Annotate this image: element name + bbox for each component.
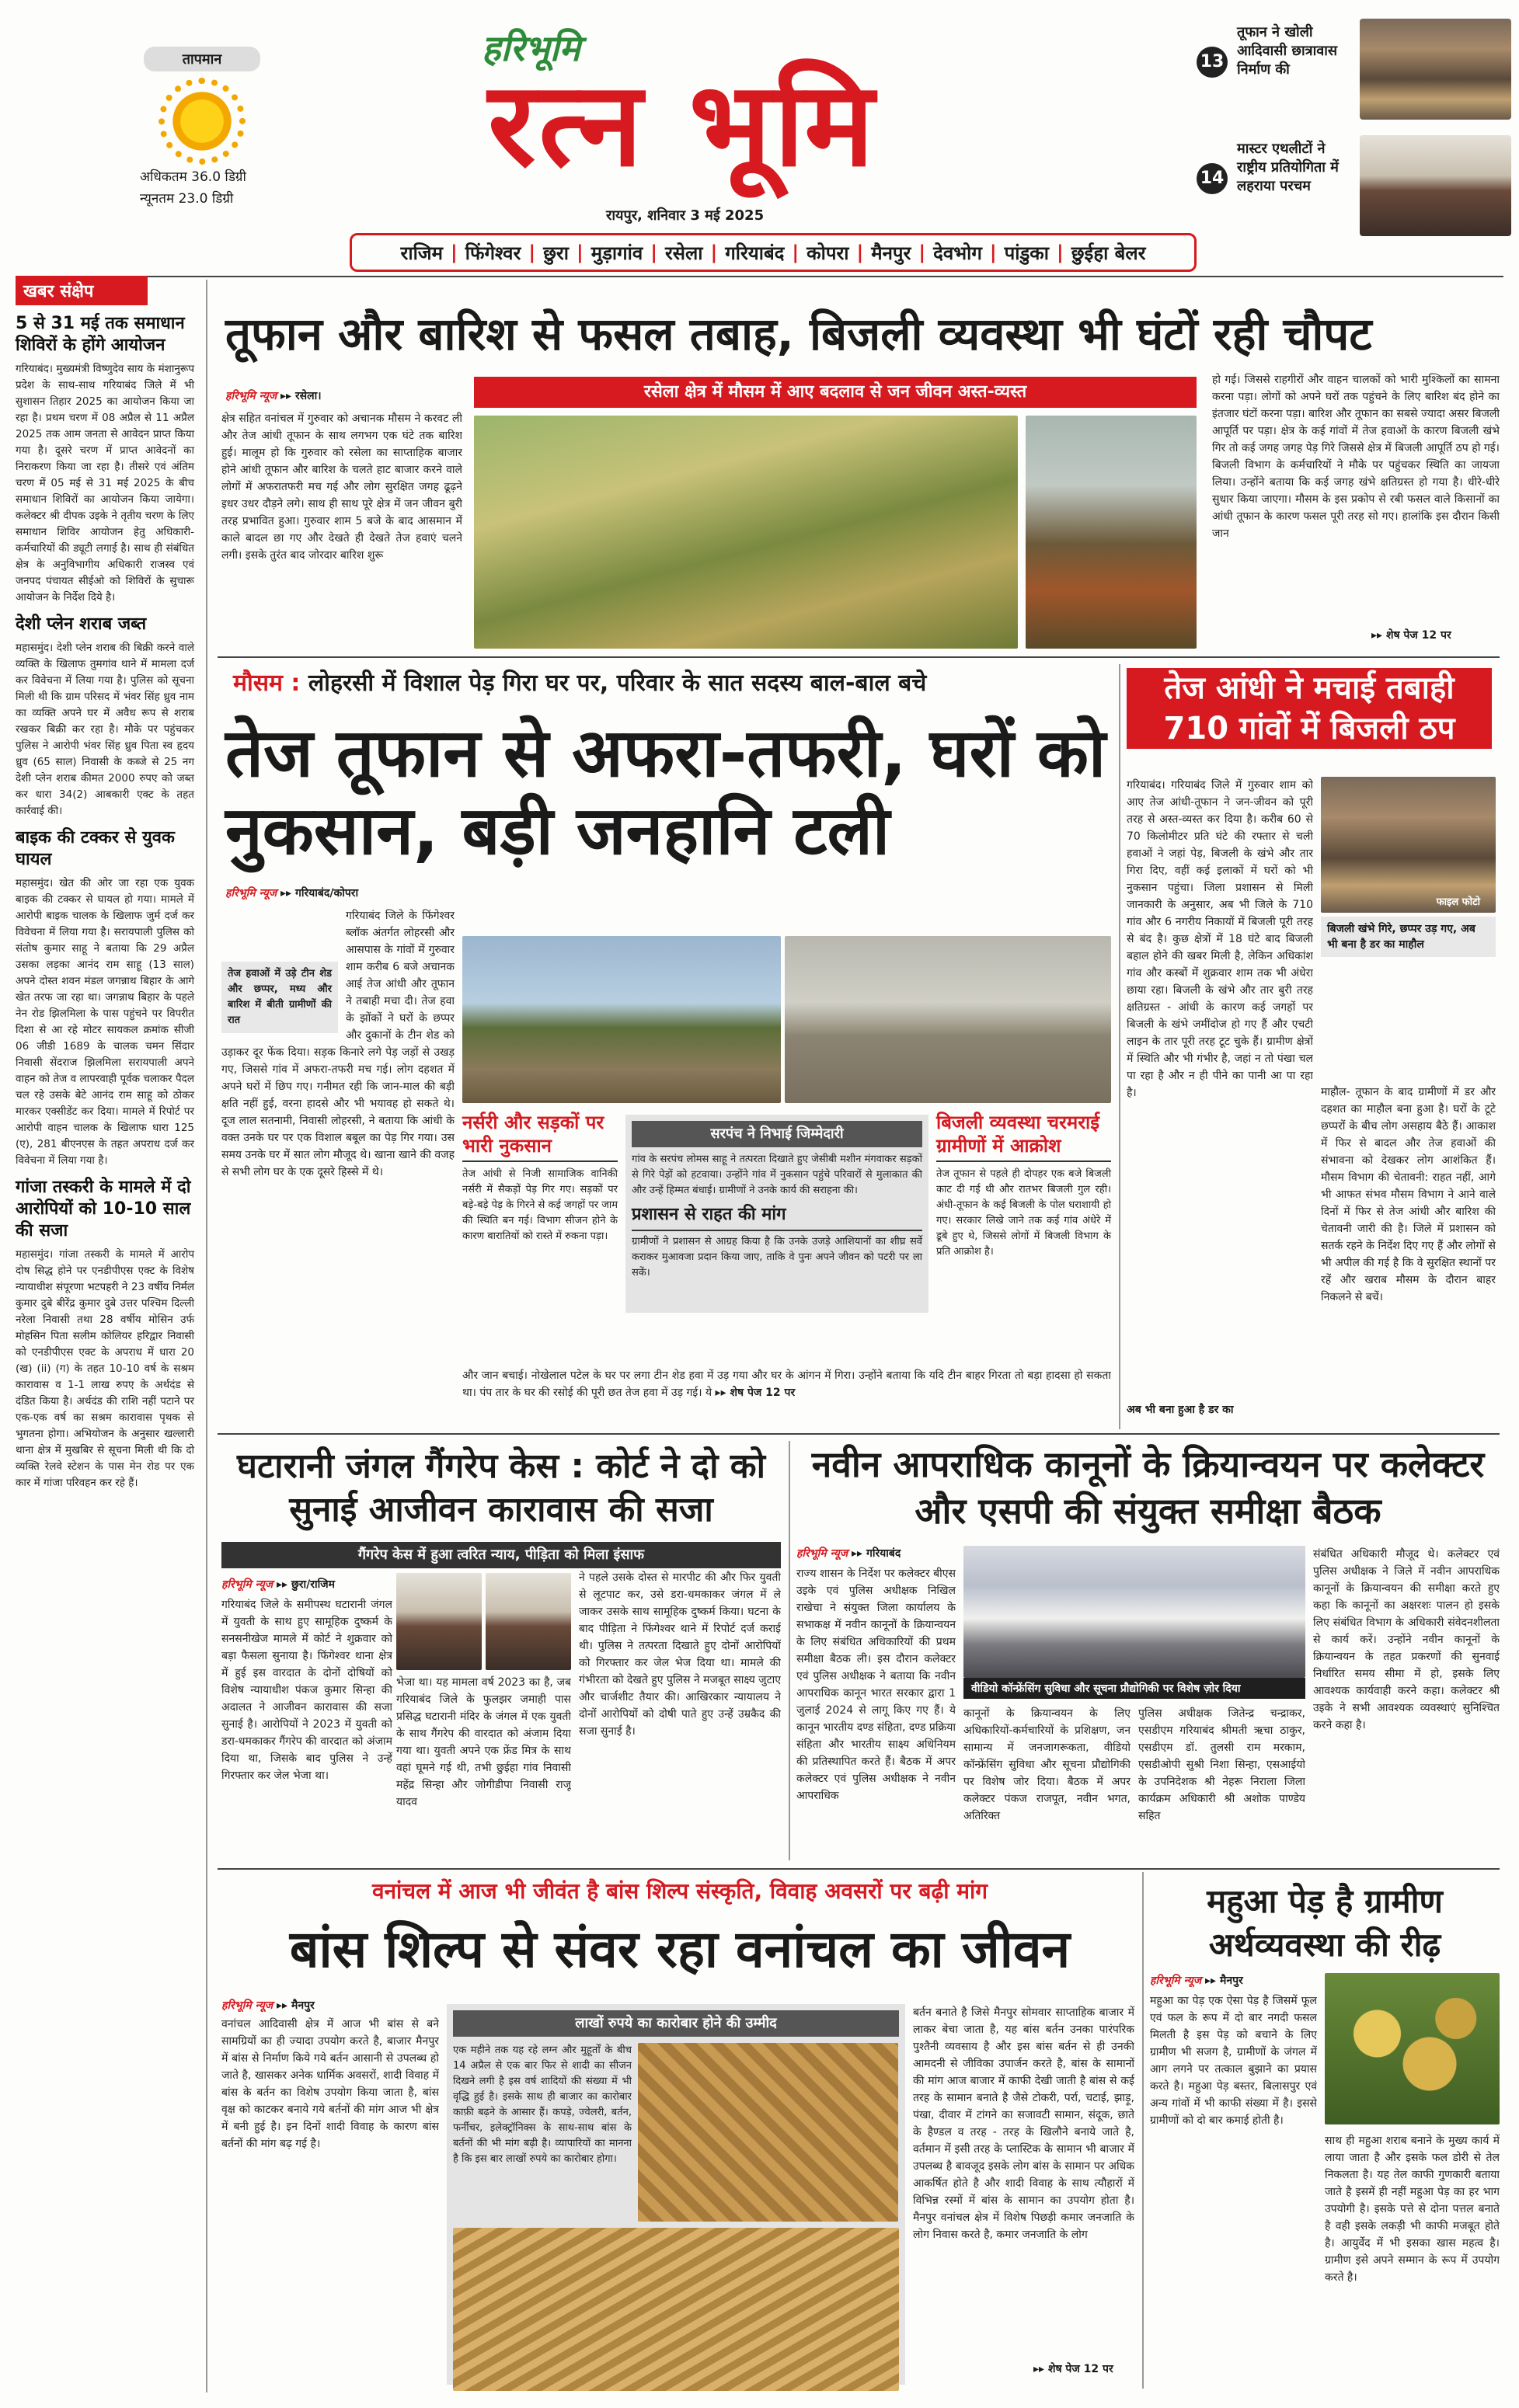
- box-body: ग्रामीणों ने प्रशासन से आग्रह किया है कि उनके उजड़े आशियानों का शीघ्र सर्वे कराकर मुआवजा प्रदान किया जाए, ताकि वे पुनः अपने जीवन को पटरी पर ला सकें।: [632, 1236, 922, 1279]
- story3-body-col1: गरियाबंद जिले के समीपस्थ घटारानी जंगल में युवती के साथ हुए सामूहिक दुष्कर्म के सनसनीखेज मामले में कोर्ट ने शुक्रवार को बड़ा फैसला सुनाया है। फिंगेश्वर थाना क्षेत्र में हुई इस वारदात के दोनों दोषियों को विशेष न्यायाधीश पंकज कुमार सिन्हा की अदालत ने आजीवन कारावास की सजा सुनाई है। आरोपियों ने 2023 में युवती को डरा-धमकाकर गैंगरेप की वारदात को अंजाम दिया था, जिसके बाद पुलिस ने उन्हें गिरफ्तार कर जेल भेजा था।: [221, 1599, 392, 1782]
- story5-box: [447, 2004, 905, 2385]
- separator: |: [450, 242, 458, 263]
- sidebar-photo: [1321, 777, 1496, 913]
- story6-headline: महुआ पेड़ है ग्रामीण अर्थव्यवस्था की रीढ़: [1207, 1882, 1443, 1964]
- story1-body-col2: हो गई। जिससे राहगीरों और वाहन चालकों को भारी मुश्किलों का सामना करना पड़ा। लोगों को अपने घरों तक पहुंचने के लिए बारिश बंद होने का इंतजार घंटों करना पड़ा। बारिश और तूफान का सबसे ज्यादा असर बिजली आपूर्ति पर पड़ा। क्षेत्र के कई गांवों में तेज हवाओं के कारण बिजली खंभे गिर तो कई जगह जगह पेड़ गिरे जिससे क्षेत्र में बिजली आपूर्ति ठप हो गई। बिजली विभाग के कर्मचारियों ने मौके पर पहुंचकर स्थिति का जायजा लिया। उन्होंने बताया कि कई जगह खंभे क्षतिग्रस्त हो गया है। धीरे-धीरे सुधार किया जाएगा। मौसम के इस प्रकोप से रबी फसल वाले किसानों का आंधी तूफान के कारण फसल पूरी तरह सो गए। हालांकि इस दौरान किसी जान: [1212, 374, 1500, 540]
- story4-body-col1: राज्य शासन के निर्देश पर कलेक्टर बीएस उइके एवं पुलिस अधीक्षक निखिल राखेचा ने संयुक्त जिला कार्यालय के सभाकक्ष में नवीन कानूनों के क्रियान्वयन के लिए संबंधित अधिकारियों की प्रथम समीक्षा बैठक ली। इस दौरान कलेक्टर एवं पुलिस अधीक्षक ने बताया कि नवीन आपराधिक कानून भारत सरकार द्वारा 1 जुलाई 2024 से लागू किए गए हैं। ये कानून भारतीय दण्ड संहिता, दण्ड प्रक्रिया संहिता और भारतीय साक्ष्य अधिनियम की प्रतिस्थापित करते हैं। बैठक में अपर कलेक्टर एवं पुलिस अधीक्षक ने नवीन आपराधिक: [796, 1568, 956, 1802]
- story2-body-bottom: और जान बचाई। नोखेलाल पटेल के घर पर लगा टीन शेड हवा में उड़ गया और घर के आंगन में गिरा। उन्होंने बताया कि यदि टीन बाहर गिरता तो बड़ा हादसा हो सकता था। पंप तार के घर की रसोई की पूरी छत तेज हवा में उड़ गई। ये ▸▸ शेष पेज 12 पर: [462, 1369, 1111, 1399]
- box-body: गांव के सरपंच लोमस साहू ने तत्परता दिखाते हुए जेसीबी मशीन मंगवाकर सड़कों से गिरे पेड़ों को हटवाया। उन्होंने गांव में नुकसान पहुंचे परिवारों से मुलाकात की और उन्हें हिम्मत बंधाई। ग्रामीणों ने उनके कार्य की सराहना की।: [632, 1154, 922, 1196]
- location-link[interactable]: कोपरा: [807, 242, 849, 264]
- separator: |: [710, 242, 718, 263]
- story3-subheadline: गैंगरेप केस में हुआ त्वरित न्याय, पीड़िता को मिला इंसाफ: [221, 1542, 781, 1568]
- box-heading: प्रशासन से राहत की मांग: [632, 1203, 922, 1231]
- story4-body-col4: संबंधित अधिकारी मौजूद थे। कलेक्टर एवं पुलिस अधीक्षक ने जिले में नवीन आपराधिक कानूनों के क्रियान्वयन की समीक्षा करते हुए कहा कि कानूनों का अक्षरशः पालन हो इसके लिए संबंधित विभाग के अधिकारी संवेदनशीलता से कार्य करें। उन्होंने नवीन कानूनों के क्रियान्वयन के तहत प्रकरणों की सुनवाई निर्धारित समय सीमा में हो, इसके लिए आवश्यक कार्यवाही करने कहा। कलेक्टर श्री उइके ने सभी आवश्यक व्यवस्थाएं सुनिश्चित करने कहा है।: [1313, 1548, 1500, 1731]
- separator: |: [792, 242, 800, 263]
- story6-body-col1: महुआ का पेड़ एक ऐसा पेड़ है जिसमें फूल एवं फल के रूप में दो बार नगदी फसल मिलती है इस पेड़ को बचाने के लिए ग्रामीण भी सजग है, ग्रामीणों के जंगल में आग लगने पर तत्काल बुझाने का प्रयास करते है। महुआ पेड़ बस्तर, बिलासपुर एवं अन्य गांवों में भी काफी संख्या में है। इससे ग्रामीणों को दो बार कमाई होती है।: [1150, 1995, 1317, 2127]
- separator: |: [528, 242, 536, 263]
- meeting-photo: [963, 1546, 1305, 1678]
- sidebar-body: गरियाबंद। गरियाबंद जिले में गुरुवार शाम को आए तेज आंधी-तूफान ने जन-जीवन को पूरी तरह से अस्त-व्यस्त कर दिया है। करीब 60 से 70 किलोमीटर प्रति घंटे की रफ्तार से चली हवाओं ने जहां पेड़, बिजली के खंभे और तार गिरा दिए, वहीं कई इलाकों में घरों को भी नुकसान पहुंचा। जिला प्रशासन से मिली जानकारी के अनुसार, अब भी जिले के 710 गांव और 6 नगरीय निकायों में बिजली पूरी तरह से बंद है। कुछ क्षेत्रों में 18 घंटे बाद बिजली बहाल होने की खबर मिली है, लेकिन अधिकांश गांव और कस्बों में शुक्रवार शाम तक भी अंधेरा छाया रहा। बिजली के खंभे और तार बुरी तरह क्षतिग्रस्त - आंधी के कारण कई जगहों पर बिजली के खंभे जमींदोज हो गए हैं और एचटी लाइन के तार पूरी तरह टूट चुके हैं। ग्रामीण क्षेत्रों में स्थिति और भी गंभीर है, जहां न तो पंखा चल पा रहा है और न ही पीने का पानी आ पा रहा है।: [1127, 779, 1313, 1099]
- box-heading: बिजली व्यवस्था चरमराई ग्रामीणों में आक्रोश: [936, 1111, 1111, 1162]
- story5-body-col2: बर्तन बनाते है जिसे मैनपुर सोमवार साप्ताहिक बाजार में लाकर बेचा जाता है, यह बांस बर्तन उनका पारंपरिक पुश्तैनी व्यवसाय है और इस बांस बर्तन से ही उनकी आमदनी से जीविका उपार्जन करते है, बांस के सामानों की मांग आज बाजार में काफी देखी जाती है बांस से कई तरह के सामान बनाते है जैसे टोकरी, पर्रा, चटाई, झाड़ू, पंखा, दीवार में टांगने का सजावटी सामान, संदूक, छाते के हैण्डल व तरह - तरह के खिलौने बनाये जाते है, वर्तमान में इसी तरह के प्लास्टिक के सामान भी बाजार में उपलब्ध है बावजूद इसके लोग बांस के सामान पर अधिक आकर्षित होते है और शादी विवाह के साथ त्यौहारों में विभिन्न रस्मों में बांस के सामान का उपयोग होता है। मैनपुर वनांचल क्षेत्र में विशेष पिछड़ी कमार जनजाति के लोग निवास करते है, कमार जनजाति के लोग: [913, 2006, 1134, 2241]
- story1-continued: ▸▸ शेष पेज 12 पर: [1371, 629, 1451, 642]
- location-bar: [350, 233, 1197, 272]
- byline-place: गरियाबंद/कोपरा: [294, 887, 359, 900]
- max-temp: अधिकतम 36.0 डिग्री: [140, 169, 246, 185]
- brief-body: गरियाबंद। मुख्यमंत्री विष्णुदेव साय के मंशानुरूप प्रदेश के साथ-साथ गरियाबंद जिले में भी सुशासन तिहार 2025 का आयोजन किया जा रहा है। प्रथम चरण में 08 अप्रैल से 11 अप्रैल 2025 तक आम जनता से आवेदन प्राप्त किया गया है। दूसरे चरण में प्राप्त आवेदनों का निराकरण किया जा रहा है। तीसरे एवं अंतिम चरण में 05 मई से 31 मई 2025 के बीच समाधान शिविरों का आयोजन किया जायेगा। कलेक्टर श्री दीपक उइके ने तृतीय चरण के लिए समाधान शिविर आयोजन हेतु अधिकारी-कर्मचारियों की ड्यूटी लगाई है। साथ ही संबंधित क्षेत्र के अनुविभागीय अधिकारी राजस्व एवं जनपद पंचायत सीईओ को शिविरों के सुचारू आयोजन के निर्देश दिये है।: [16, 363, 194, 604]
- box-heading: लाखों रुपये का कारोबार होने की उम्मीद: [453, 2010, 899, 2037]
- sun-icon: [165, 84, 239, 158]
- byline-brand: हरिभूमि न्यूज: [225, 887, 277, 900]
- crop-field-photo: [474, 416, 1018, 649]
- story3-headline: घटारानी जंगल गैंगरेप केस : कोर्ट ने दो को सुनाई आजीवन कारावास की सजा: [237, 1446, 765, 1529]
- story5-continued: ▸▸ शेष पेज 12 पर: [1033, 2363, 1113, 2375]
- byline-place: छुरा/राजिम: [291, 1578, 335, 1591]
- brief-heading: 5 से 31 मई तक समाधान शिविरों के होंगे आयोजन: [16, 314, 185, 355]
- mahua-fruit-photo: [1325, 1973, 1500, 2124]
- story5-body-col1: वनांचल आदिवासी क्षेत्र में आज भी बांस से बने सामग्रियों का ही ज्यादा उपयोग करते है, बाजार मैनपुर में बांस से निर्माण किये गये बर्तन आसानी से उपलब्ध हो जाते है, खासकर अनेक धार्मिक अवसरों, शादी विवाह में बांस के बर्तन का विशेष उपयोग किया जाता है, बांस वृक्ष को काटकर बनाये गये बर्तनों की मांग आज भी क्षेत्र में बनी हुई है। इन दिनों शादी विवाह के कारण बांस बर्तनों की मांग बढ़ गई है।: [221, 2018, 439, 2150]
- accused-photo-2: [486, 1573, 571, 1670]
- teaser-photo: [1360, 19, 1511, 120]
- location-link[interactable]: छुईहा बेलर: [1071, 242, 1146, 264]
- story5-kicker: वनांचल में आज भी जीवंत है बांस शिल्प संस्कृति, विवाह अवसरों पर बढ़ी मांग: [371, 1878, 988, 1904]
- brand-logo: रत्न भूमि: [488, 56, 877, 193]
- teaser-photo: [1360, 135, 1511, 236]
- kicker-text: लोहरसी में विशाल पेड़ गिरा घर पर, परिवार के सात सदस्य बाल-बाल बचे: [308, 670, 927, 697]
- location-link[interactable]: मुड़ागांव: [591, 242, 643, 264]
- story1-subheadline: रसेला क्षेत्र में मौसम में आए बदलाव से जन जीवन अस्त-व्यस्त: [474, 377, 1197, 408]
- story1-byline: हरिभूमि न्यूज ▸▸ रसेला।: [225, 390, 322, 402]
- story6-byline: हरिभूमि न्यूज ▸▸ मैनपुर: [1150, 1975, 1243, 1987]
- byline-place: मैनपुर: [1219, 1975, 1243, 1987]
- box-body: तेज आंधी से निजी सामाजिक वानिकी नर्सरी में सैकड़ों पेड़ गिर गए। सड़कों पर बड़े-बड़े पेड़ के गिरने से कई जगहों पर जाम की स्थिति बन गई। विभाग सीजन होने के कारण बारातियों को रास्ते में रुकना पड़ा।: [462, 1168, 618, 1242]
- fallen-tree-photo: [462, 936, 781, 1103]
- story5-byline: हरिभूमि न्यूज ▸▸ मैनपुर: [221, 1999, 315, 2012]
- photo-credit: फाइल फोटो: [1436, 896, 1480, 908]
- location-link[interactable]: राजिम: [400, 242, 443, 264]
- byline-brand: हरिभूमि न्यूज: [221, 1999, 273, 2012]
- brand-logo-small: हरिभूमि: [482, 27, 580, 69]
- brief-heading: देशी प्लेन शराब जब्त: [16, 614, 147, 634]
- brief-body: महासमुंद। देशी प्लेन शराब की बिक्री करने वाले व्यक्ति के खिलाफ तुमगांव थाने में मामला दर्ज कर विवेचना में लिया गया है। पुलिस को सूचना मिली थी कि ग्राम परिसद में भंवर सिंह ध्रुव नाम का व्यक्ति अपने घर में अवैध रूप से शराब रखकर बिक्री कर रहा है। मौके पर पहुंचकर पुलिस ने आरोपी भंवर सिंह ध्रुव पिता स्व हृदय ध्रुव (65 साल) निवासी के कब्जे से 25 नग देशी प्लेन शराब कीमत 2000 रुपए को जब्त कर धारा 34(2) आबकारी एक्ट के तहत कार्रवाई की।: [16, 642, 194, 817]
- byline-place: रसेला।: [294, 390, 322, 402]
- continued-text: शेष पेज 12 पर: [730, 1387, 796, 1399]
- separator: |: [650, 242, 657, 263]
- dateline: रायपुर, शनिवार 3 मई 2025: [606, 207, 765, 224]
- box-heading: नर्सरी और सड़कों पर भारी नुकसान: [462, 1111, 618, 1162]
- story4-headline: नवीन आपराधिक कानूनों के क्रियान्वयन पर कलेक्टर और एसपी की संयुक्त समीक्षा बैठक: [811, 1443, 1485, 1532]
- separator: |: [856, 242, 864, 263]
- teaser-1[interactable]: [1197, 16, 1515, 124]
- story5-headline: बांस शिल्प से संवर रहा वनांचल का जीवन: [289, 1919, 1071, 1979]
- damaged-plant-photo: [1026, 416, 1197, 649]
- sidebar-headline: तेज आंधी ने मचाई तबाही 710 गांवों में बिजली ठप: [1127, 668, 1492, 749]
- location-link[interactable]: गरियाबंद: [725, 242, 785, 264]
- sidebar-photo-caption: बिजली खंभे गिरे, छप्पर उड़ गए, अब भी बना है डर का माहौल: [1321, 917, 1496, 957]
- location-link[interactable]: छुरा: [543, 242, 569, 264]
- story4-body-col3: पुलिस अधीक्षक जितेन्द्र चन्द्राकर, एसडीएम गरियाबंद श्रीमती ऋचा ठाकुर, एसडीएम डॉ. तुलसी राम मरकाम, एसडीओपी सुश्री निशा सिन्हा, एसआईयो के उपनिदेशक श्री नेहरू निराला जिला कार्यक्रम अधिकारी श्री अशोक पाण्डेय सहित: [1138, 1707, 1305, 1822]
- story2-body-text: गरियाबंद जिले के फिंगेश्वर ब्लॉक अंतर्गत लोहरसी और आसपास के गांवों में गुरुवार शाम करीब 6 बजे अचानक आई तेज आंधी और तूफान ने तबाही मचा दी। तेज हवा के झोंकों ने घरों के छप्पर और दुकानों के टीन शेड को उड़ाकर दूर फेंक दिया। सड़क किनारे लगे पेड़ जड़ों से उखड़ गए, जिससे गांव में अफरा-तफरी मच गई। लोग दहशत में अपने घरों में छिप गए। गनीमत रही कि जान-माल की बड़ी क्षति नहीं हुई, वरना हादसे और भी भयावह हो सकते थे। दूज लाल सतनामी, निवासी लोहरसी, ने बताया कि आंधी के वक्त उनके घर पर एक विशाल बबूल का पेड़ गिर गया। उस समय उनके घर में सात लोग मौजूद थे। खाना खाने की वजह से सभी लोग घर के एक दूसरे हिस्से में थे।: [221, 910, 455, 1178]
- byline-brand: हरिभूमि न्यूज: [796, 1547, 848, 1560]
- byline-place: मैनपुर: [291, 1999, 315, 2012]
- story3-byline: हरिभूमि न्यूज ▸▸ छुरा/राजिम: [221, 1578, 335, 1591]
- teaser-page-number: 14: [1197, 163, 1228, 194]
- separator: |: [918, 242, 926, 263]
- teaser-2[interactable]: [1197, 132, 1515, 241]
- news-brief-label: खबर संक्षेप: [16, 276, 148, 305]
- teaser-text: मास्टर एथलीटों ने राष्ट्रीय प्रतियोगिता में लहराया परचम: [1237, 141, 1339, 194]
- location-link[interactable]: पांडुका: [1004, 242, 1049, 264]
- byline-brand: हरिभूमि न्यूज: [1150, 1975, 1202, 1987]
- weather-label: तापमान: [144, 47, 260, 71]
- separator: |: [576, 242, 584, 263]
- story3-body-col3: ने पहले उसके दोस्त से मारपीट की और फिर युवती से लूटपाट कर, उसे डरा-धमकाकर जंगल में ले जाकर उसके साथ सामूहिक दुष्कर्म किया। घटना के बाद पीड़िता ने फिंगेश्वर थाने में रिपोर्ट दर्ज कराई थी। पुलिस ने तत्परता दिखाते हुए दोनों आरोपियों को गिरफ्तार कर जेल भेज दिया था। मामले की गंभीरता को देखते हुए पुलिस ने मजबूत साक्ष्य जुटाए और चार्जशीट तैयार की। आखिरकार न्यायालय ने दोनों आरोपियों को दोषी पाते हुए उन्हें उम्रकैद की सजा सुनाई है।: [579, 1571, 781, 1738]
- location-link[interactable]: मैनपुर: [871, 242, 911, 264]
- story2-box-power: [936, 1111, 1111, 1344]
- continued-text: शेष पेज 12 पर: [1385, 629, 1451, 642]
- story4-byline: हरिभूमि न्यूज ▸▸ गरियाबंद: [796, 1547, 901, 1560]
- story1-headline: तूफान और बारिश से फसल तबाह, बिजली व्यवस्था भी घंटों रही चौपट: [225, 308, 1372, 360]
- brief-body: महासमुंद। गांजा तस्करी के मामले में आरोप दोष सिद्ध होने पर एनडीपीएस एक्ट के विशेष न्यायाधीश संपूरणा भटपहरी ने 23 वर्षीय निर्मल कुमार दुबे बीरेंद्र कुमार दुबे उत्तर पश्चिम दिल्ली नरेला निवासी तथा 28 वर्षीय मोसिन उर्फ मोहसिन पिता सलीम कोलियर हरिद्वार निवासी को एनडीपीएस एक्ट के अपराध में धारा 20 (ख) (ii) (ग) के तहत 10-10 वर्ष के सश्रम कारावास व 1-1 लाख रुपए के अर्थदंड से दंडित किया है। अर्थदंड की राशि नहीं पटाने पर एक-एक वर्ष का सश्रम कारावास पृथक से भुगतना होगा। अभियोजन के अनुसार खल्लारी थाना क्षेत्र में मुखबिर से सूचना मिली थी कि दो व्यक्ति रेलवे स्टेशन के पास मेन रोड पर एक कार में गांजा परिवहन कर रहे हैं।: [16, 1248, 194, 1489]
- story1-body-col1: क्षेत्र सहित वनांचल में गुरुवार को अचानक मौसम ने करवट ली और तेज आंधी तूफान के साथ लगभग एक घंटे तक बारिश हुई। मालूम हो कि गुरुवार को रसेला का साप्ताहिक बाजार होने आंधी तूफान और बारिश के चलते हाट बाजार करने वाले लोगों में अफरातफरी मच गई और लोग सुरक्षित जगह ढूढ़ने इधर उधर दौड़ने लगे। साथ ही साथ पूरे क्षेत्र में जन जीवन बुरी तरह प्रभावित हुआ। गुरुवार शाम 5 बजे के बाद आसमान में काले बादल छा गए और देखते ही देखते तेज हवाएं चलने लगी। इसके तुरंत बाद जोरदार बारिश शुरू: [221, 412, 462, 562]
- continued-text: शेष पेज 12 पर: [1047, 2363, 1113, 2375]
- brief-heading: बाइक की टक्कर से युवक घायल: [16, 828, 175, 869]
- box-heading: सरपंच ने निभाई जिम्मेदारी: [632, 1121, 922, 1147]
- story6-body-col2: साथ ही महुआ शराब बनाने के मुख्य कार्य में लाया जाता है और इसके फल डोरी से तेल निकलता है। यह तेल काफी गुणकारी बताया जाते है इसमें ही नहीं महुआ पेड़ का हर भाग उपयोगी है। इसके पत्ते से दोना पत्तल बनाते है वही इसके लकड़ी भी काफी मजबूत होते है। आयुर्वेद में भी इसका खास महत्व है। ग्रामीण इसे अपने सम्मान के रूप में उपयोग करते है।: [1325, 2135, 1500, 2284]
- byline-brand: हरिभूमि न्यूज: [225, 390, 277, 402]
- separator: |: [989, 242, 997, 263]
- story2-bottom-text: और जान बचाई। नोखेलाल पटेल के घर पर लगा टीन शेड हवा में उड़ गया और घर के आंगन में गिरा। उन्होंने बताया कि यदि टीन बाहर गिरता तो बड़ा हादसा हो सकता था। पंप तार के घर की रसोई की पूरी छत तेज हवा में उड़ गई। ये: [462, 1369, 1111, 1399]
- separator: |: [1056, 242, 1064, 263]
- sidebar-body-2: माहौल- तूफान के बाद ग्रामीणों में डर और दहशत का माहौल बना हुआ है। घरों के टूटे छप्परों के बीच लोग असहाय बैठे हैं। आकाश में फिर से बादल और तेज हवाओं की संभावना को देखकर लोग आशंकित हैं। मौसम विभाग की चेतावनी: राहत नहीं, आगे भी आफत संभव मौसम विभाग ने आने वाले दिनों में फिर से तेज आंधी और बारिश की चेतावनी जारी की है। जिले में प्रशासन को सतर्क रहने के निर्देश दिए गए हैं और लोगों से भी अपील की गई है कि वे सुरक्षित स्थानों पर रहें और खराब मौसम के दौरान बाहर निकलने से बचें।: [1321, 1086, 1496, 1303]
- story2-headline: तेज तूफान से अफरा-तफरी, घरों को नुकसान, बड़ी जनहानि टली: [225, 715, 1106, 870]
- brief-heading: गांजा तस्करी के मामले में दो आरोपियों को 10-10 साल की सजा: [16, 1178, 191, 1241]
- location-link[interactable]: फिंगेश्वर: [465, 242, 521, 264]
- box-body: एक महीने तक यह रहे लग्न और मुहूर्तों के बीच 14 अप्रैल से एक बार फिर से शादी का सीजन दिखने लगी है इस वर्ष शादियों की संख्या में भी वृद्धि हुई है। इसके साथ ही बाजार का कारोबार काफ़ी बढ़ने के आसार हैं। कपड़े, ज्वेलरी, बर्तन, फर्नीचर, इलेक्ट्रॉनिक्स के साथ-साथ बांस के बर्तनों की भी मांग बढ़ी है। व्यापारियों का मानना है कि इस बार लाखों रुपये का कारोबार होगा।: [453, 2044, 632, 2165]
- story4-body-col2: कानूनों के क्रियान्वयन के लिए अधिकारियों-कर्मचारियों के प्रशिक्षण, जन सामान्य में जनजागरूकता, वीडियो कॉन्फ्रेंसिंग सुविधा और सूचना प्रौद्योगिकी पर विशेष जोर दिया। बैठक में अपर कलेक्टर पंकज राजपूत, नवीन भगत, अतिरिक्त: [963, 1707, 1131, 1822]
- bamboo-craft-photo: [638, 2043, 898, 2222]
- location-link[interactable]: देवभोग: [933, 242, 982, 264]
- news-brief-column: [16, 276, 194, 2389]
- accused-photo-1: [396, 1573, 482, 1670]
- byline-place: गरियाबंद: [866, 1547, 901, 1560]
- kicker-label: मौसम :: [233, 670, 301, 697]
- villagers-photo: [785, 936, 1111, 1103]
- brief-body: महासमुंद। खेत की ओर जा रहा एक युवक बाइक की टक्कर से घायल हो गया। मामले में आरोपी बाइक चालक के खिलाफ जुर्म दर्ज कर विवेचना में लिया गया है। सरायपाली पुलिस को संतोष कुमार साहू ने बताया कि 29 अप्रैल उसका लड़का आनंद राम साहू (13 साल) अपने दोस्त शवन मंडल जगन्नाथ बिहार के आगे खेत तरफ जा रहा था। जगन्नाथ बिहार के पहले नेन रोड झिलमिला के पास पहुंचने पर विपरीत दिशा से आ रहे मोटर सायकल क्रमांक सीजी 06 जीडी 1689 के चालक चमन सिंदार निवासी सेंदराज झिलमिला सरायपाली अपने वाहन को तेज व लापरवाही पूर्वक चलाकर पैदल चल रहे उसके बेटे आनंद राम साहू को ठोकर मारकर एक्सीडेंट कर दिया। मामले में रिपोर्ट पर आरोपी वाहन चालक के खिलाफ धारा 125 (ए), 281 बीएनएस के तहत अपराध दर्ज कर विवेचना में लिया गया है।: [16, 877, 194, 1167]
- meeting-photo-caption: वीडियो कॉन्फ्रेंसिंग सुविधा और सूचना प्रौद्योगिकी पर विशेष ज़ोर दिया: [963, 1678, 1305, 1699]
- story2-box-sarpanch: [625, 1115, 928, 1313]
- weather-box: [117, 47, 287, 217]
- story2-bullet: तेज हवाओं में उड़े टीन शेड और छप्पर, मध्य और बारिश में बीती ग्रामीणों की रात: [221, 962, 338, 1033]
- sidebar-continued: अब भी बना हुआ है डर का: [1127, 1404, 1234, 1416]
- byline-brand: हरिभूमि न्यूज: [221, 1578, 273, 1591]
- teaser-page-number: 13: [1197, 47, 1228, 78]
- teaser-text: तूफान ने खोली आदिवासी छात्रावास निर्माण की: [1237, 24, 1338, 78]
- box-body: तेज तूफान से पहले ही दोपहर एक बजे बिजली काट दी गई थी और रातभर बिजली गुल रही। अंधी-तूफान के कई बिजली के पोल धराशायी हो गए। सरकार लिखे जाने तक कई गांव अंधेरे में डूबे हुए थे, जिससे लोगों में बिजली विभाग के प्रति आक्रोश है।: [936, 1168, 1111, 1258]
- story2-kicker: [233, 666, 1127, 701]
- min-temp: न्यूनतम 23.0 डिग्री: [140, 191, 234, 207]
- location-link[interactable]: रसेला: [664, 242, 703, 264]
- bamboo-baskets-photo: [453, 2228, 899, 2391]
- story3-body-col2: भेजा था। यह मामला वर्ष 2023 का है, जब गरियाबंद जिले के फुलझर जमाही पास प्रसिद्ध घटारानी मंदिर के जंगल में एक युवती के साथ गैंगरेप की वारदात को अंजाम दिया गया था। युवती अपने एक फ्रेंड मित्र के साथ वहां घूमने गई थी, तभी छुईहा गांव निवासी महेंद्र सिन्हा और जोगीडीपा निवासी राजू यादव: [396, 1676, 571, 1808]
- story2-byline: हरिभूमि न्यूज ▸▸ गरियाबंद/कोपरा: [225, 887, 359, 900]
- story2-body-col1: [221, 907, 455, 1428]
